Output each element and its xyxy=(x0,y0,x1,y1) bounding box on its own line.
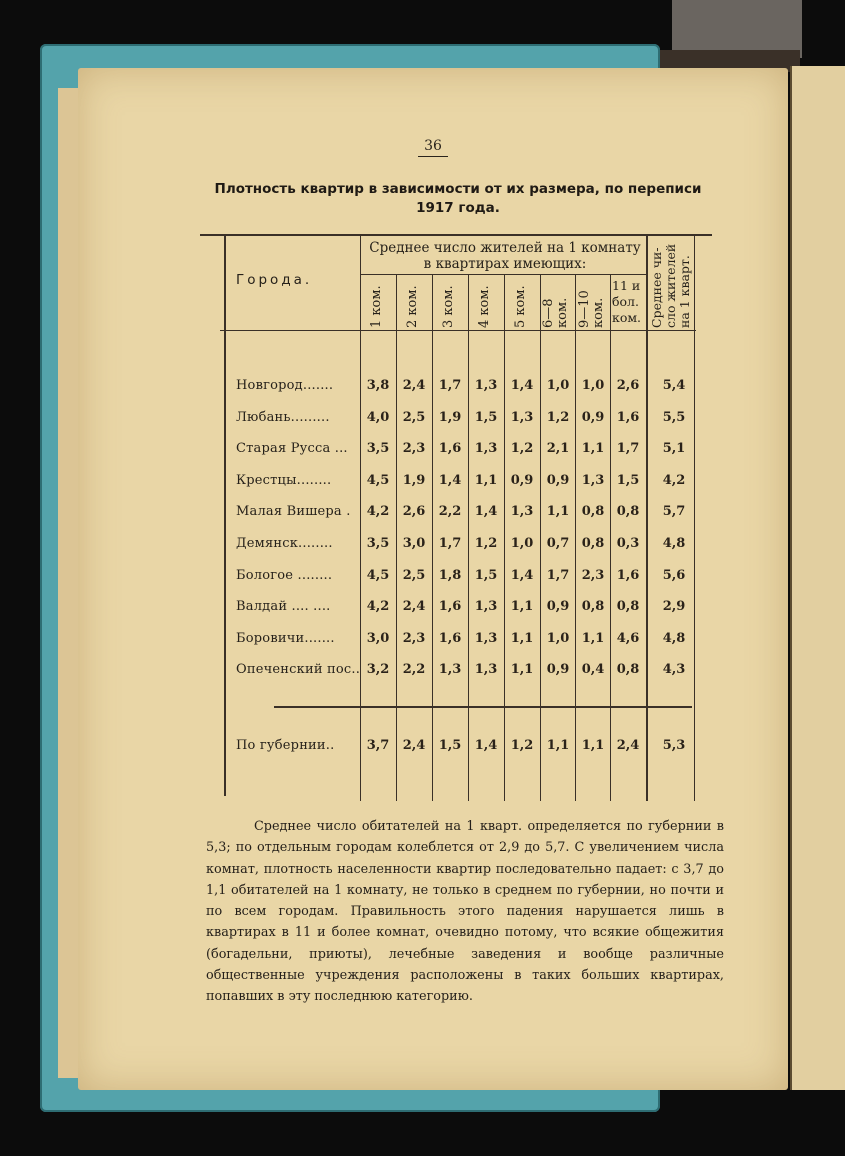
table-row-value: 0,7 xyxy=(546,536,570,551)
total-row-value: 2,4 xyxy=(616,738,640,753)
table-row-value: 1,1 xyxy=(546,504,570,520)
table-row-value: 1,7 xyxy=(438,378,462,393)
table-row-city: Валдай .... .... xyxy=(236,599,331,615)
table-right-rule xyxy=(694,236,695,801)
table-row-city: Крестцы........ xyxy=(236,472,332,488)
table-row-value: 1,5 xyxy=(474,409,498,425)
table-row-value: 4,2 xyxy=(366,504,390,520)
header-11-room: 11 и бол. ком. xyxy=(612,278,642,325)
table-row-value: 0,8 xyxy=(581,504,605,520)
table-left-rule xyxy=(224,236,226,796)
table-row-value: 1,6 xyxy=(616,409,640,425)
table-row-value: 4,8 xyxy=(662,630,686,646)
table-row-value: 0,9 xyxy=(581,409,605,425)
total-row-value: 3,7 xyxy=(366,738,390,753)
table-row-value: 1,9 xyxy=(402,472,426,488)
table-row-value: 1,7 xyxy=(546,567,570,583)
table-row-city: Любань......... xyxy=(236,409,330,425)
table-row-value: 1,1 xyxy=(474,472,498,488)
table-row-value: 1,0 xyxy=(510,536,534,551)
table-top-rule xyxy=(200,234,712,236)
city-column-header: Города. xyxy=(236,272,313,288)
total-rule xyxy=(274,706,692,708)
table-row-value: 1,1 xyxy=(581,441,605,457)
table-row-value: 2,4 xyxy=(402,599,426,615)
table-row-value: 0,9 xyxy=(510,472,534,488)
group-header: Среднее число жителей на 1 комнату в квартирах имеющих: xyxy=(369,240,641,272)
total-row-value: 1,1 xyxy=(546,738,570,753)
total-row-value: 1,5 xyxy=(438,738,462,753)
table-row-city: Боровичи....... xyxy=(236,630,335,646)
table-row-value: 2,2 xyxy=(438,504,462,520)
table-row-value: 1,1 xyxy=(581,630,605,646)
table-row-value: 0,8 xyxy=(581,599,605,615)
table-row-value: 1,3 xyxy=(474,441,498,457)
table-row-value: 3,8 xyxy=(366,378,390,393)
body-paragraph: Среднее число обитателей на 1 кварт. определяется по губернии в 5,3; по отдельным городам колеблется от 2,9 до 5,7. С увеличением числа комнат, плотность населенности квартир последовательно падает: с 3,7 до 1,1 обитателей на 1 комнату, не только в среднем по губернии, но почти и по всем городам. Правильность этого падения нарушается лишь в квартирах в 11 и более комнат, очевидно потому, что всякие общежития (богадельни, приюты), лечебные заведения и вообще различные общественные учреждения расположены в таких больших квартирах, попавших в эту последнюю категорию. xyxy=(206,819,724,1005)
table-row-value: 5,4 xyxy=(662,378,686,393)
table-row-value: 2,6 xyxy=(616,378,640,393)
table-row-value: 2,2 xyxy=(402,662,426,678)
page-number-text: 36 xyxy=(418,138,448,157)
table-row-value: 1,3 xyxy=(474,630,498,646)
table-row-value: 5,7 xyxy=(662,504,686,520)
table-row-value: 1,2 xyxy=(474,536,498,551)
table-row-value: 3,5 xyxy=(366,441,390,457)
table-row-value: 1,3 xyxy=(581,472,605,488)
table-row-city: Демянск........ xyxy=(236,536,333,551)
table-row-value: 1,4 xyxy=(510,378,534,393)
table-row-value: 1,2 xyxy=(510,441,534,457)
table-row-value: 4,5 xyxy=(366,567,390,583)
header-3-room: 3 ком. xyxy=(441,285,456,328)
header-5-room: 5 ком. xyxy=(513,285,528,328)
table-row-value: 3,0 xyxy=(402,536,426,551)
table-row-value: 1,8 xyxy=(438,567,462,583)
table-row-value: 1,6 xyxy=(438,441,462,457)
total-row-value: 5,3 xyxy=(662,738,686,753)
table-row-value: 1,1 xyxy=(510,599,534,615)
table-row-value: 4,2 xyxy=(366,599,390,615)
header-1-room: 1 ком. xyxy=(369,285,384,328)
book-page xyxy=(78,68,788,1090)
table-row-value: 1,5 xyxy=(474,567,498,583)
table-row-value: 1,7 xyxy=(616,441,640,457)
facing-page-edge xyxy=(790,66,845,1090)
table-row-value: 3,5 xyxy=(366,536,390,551)
table-row-value: 0,8 xyxy=(616,662,640,678)
table-row-value: 0,3 xyxy=(616,536,640,551)
table-row-value: 1,3 xyxy=(438,662,462,678)
table-row-value: 2,4 xyxy=(402,378,426,393)
table-row-value: 4,0 xyxy=(366,409,390,425)
table-row-value: 5,1 xyxy=(662,441,686,457)
table-row-value: 5,5 xyxy=(662,409,686,425)
table-row-value: 0,4 xyxy=(581,662,605,678)
table-row-value: 4,6 xyxy=(616,630,640,646)
table-row-city: Опеченский пос.. xyxy=(236,662,361,678)
table-row-value: 1,1 xyxy=(510,662,534,678)
table-row-value: 1,1 xyxy=(510,630,534,646)
header-2-room: 2 ком. xyxy=(405,285,420,328)
table-row-value: 1,9 xyxy=(438,409,462,425)
table-row-value: 4,3 xyxy=(662,662,686,678)
table-row-value: 1,3 xyxy=(474,662,498,678)
table-row-city: Старая Русса ... xyxy=(236,441,348,457)
table-row-value: 2,5 xyxy=(402,567,426,583)
total-row-value: 1,2 xyxy=(510,738,534,753)
table-row-value: 2,3 xyxy=(402,630,426,646)
table-row-value: 2,5 xyxy=(402,409,426,425)
table-row-city: Малая Вишера . xyxy=(236,504,351,520)
table-row-value: 3,2 xyxy=(366,662,390,678)
header-6-8-room: 6—8 ком. xyxy=(541,297,570,328)
table-row-value: 2,3 xyxy=(581,567,605,583)
table-row-city: Новгород....... xyxy=(236,378,334,393)
table-row-value: 1,6 xyxy=(438,599,462,615)
table-row-value: 0,8 xyxy=(616,599,640,615)
table-row-value: 1,4 xyxy=(474,504,498,520)
table-row-value: 5,6 xyxy=(662,567,686,583)
table-row-value: 1,3 xyxy=(474,378,498,393)
table-row-value: 0,9 xyxy=(546,662,570,678)
table-row-value: 0,8 xyxy=(581,536,605,551)
table-row-value: 1,0 xyxy=(581,378,605,393)
total-row-value: 2,4 xyxy=(402,738,426,753)
table-row-value: 1,7 xyxy=(438,536,462,551)
table-row-value: 0,9 xyxy=(546,599,570,615)
table-row-value: 4,8 xyxy=(662,536,686,551)
table-row-value: 1,2 xyxy=(546,409,570,425)
table-row-value: 2,1 xyxy=(546,441,570,457)
table-row-value: 0,8 xyxy=(616,504,640,520)
table-row-value: 1,4 xyxy=(438,472,462,488)
table-row-value: 1,6 xyxy=(438,630,462,646)
table-row-city: Бологое ........ xyxy=(236,567,333,583)
table-row-value: 1,3 xyxy=(510,409,534,425)
column-rule xyxy=(646,236,648,801)
header-avg-per-apartment: Среднее чи-сло жителей на 1 кварт. xyxy=(649,243,692,328)
table-row-value: 2,6 xyxy=(402,504,426,520)
table-row-value: 1,3 xyxy=(510,504,534,520)
table-row-value: 1,0 xyxy=(546,378,570,393)
table-row-value: 2,9 xyxy=(662,599,686,615)
table-row-value: 1,0 xyxy=(546,630,570,646)
header-9-10-room: 9—10 ком. xyxy=(577,290,606,328)
group-header-rule xyxy=(360,274,646,275)
total-row-value: 1,4 xyxy=(474,738,498,753)
table-row-value: 4,5 xyxy=(366,472,390,488)
table-row-value: 1,6 xyxy=(616,567,640,583)
total-row-city: По губернии.. xyxy=(236,738,335,753)
header-bottom-rule xyxy=(220,330,696,331)
table-row-value: 4,2 xyxy=(662,472,686,488)
table-row-value: 1,4 xyxy=(510,567,534,583)
header-4-room: 4 ком. xyxy=(477,285,492,328)
table-row-value: 0,9 xyxy=(546,472,570,488)
table-row-value: 2,3 xyxy=(402,441,426,457)
total-row-value: 1,1 xyxy=(581,738,605,753)
table-row-value: 1,3 xyxy=(474,599,498,615)
table-row-value: 1,5 xyxy=(616,472,640,488)
table-title: Плотность квартир в зависимости от их размера, по переписи 1917 года. xyxy=(214,181,702,216)
table-row-value: 3,0 xyxy=(366,630,390,646)
